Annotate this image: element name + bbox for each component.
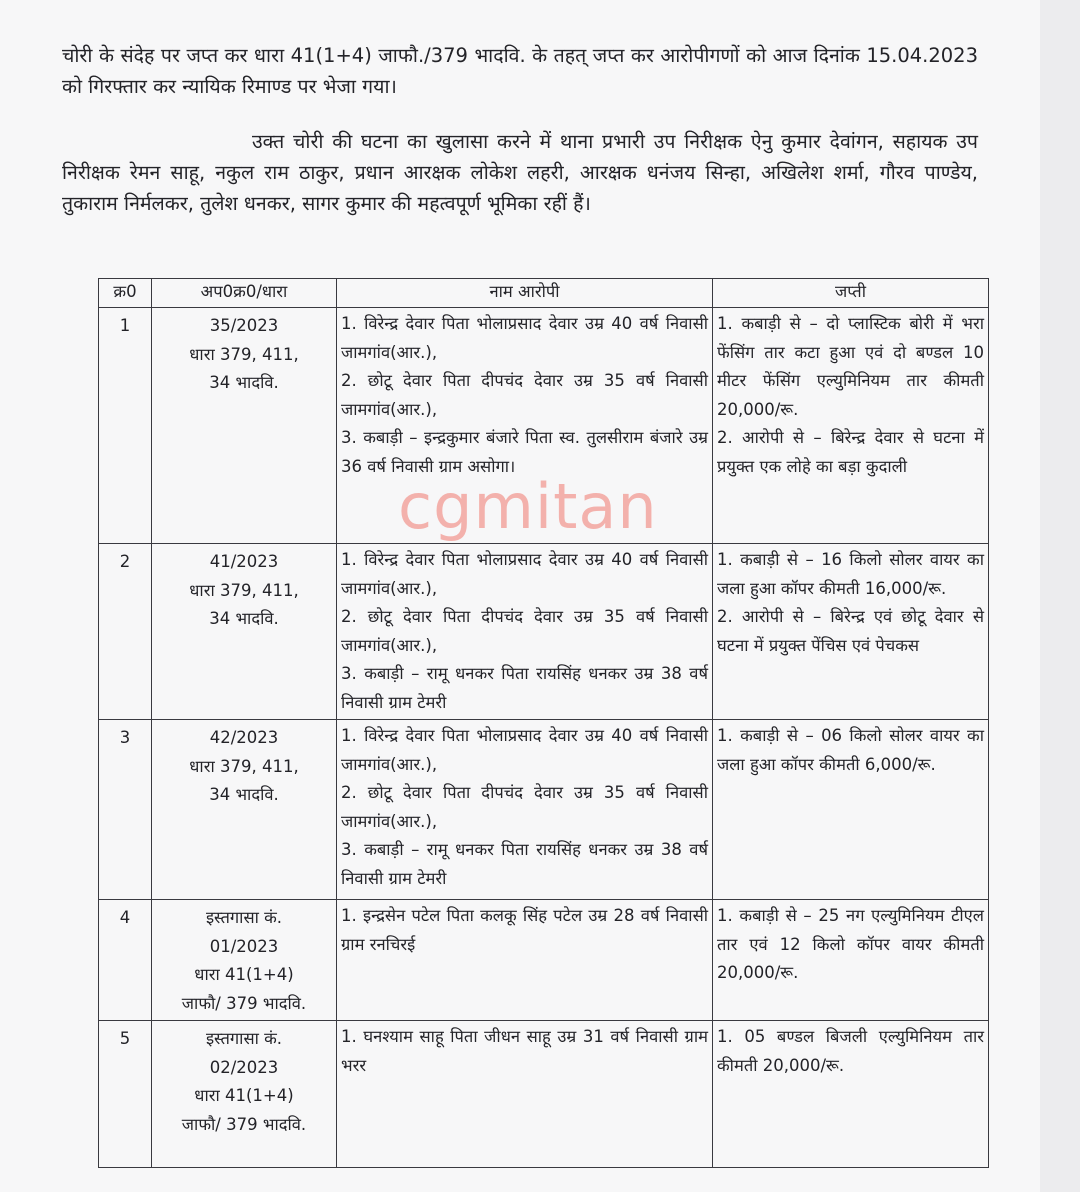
header-case: अप0क्र0/धारा [152,279,337,308]
cases-table [98,278,989,1168]
serial-cell: 1 [99,308,152,544]
case-cell: 35/2023 धारा 379, 411, 34 भादवि. [152,308,337,544]
seized-cell: 1. कबाड़ी से – 25 नग एल्युमिनियम टीएल तार एवं 12 किलो कॉपर वायर कीमती 20,000/रू. [713,900,989,1021]
header-accused: नाम आरोपी [337,279,713,308]
case-cell: इस्तगासा कं. 01/2023 धारा 41(1+4) जाफौ/ 379 भादवि. [152,900,337,1021]
accused-cell: 1. विरेन्द्र देवार पिता भोलाप्रसाद देवार उम्र 40 वर्ष निवासी जामगांव(आर.), 2. छोटू देवार पिता दीपचंद देवार उम्र 35 वर्ष निवासी जामगांव(आर.), 3. कबाड़ी – इन्द्रकुमार बंजारे पिता स्व. तुलसीराम बंजारे उम्र 36 वर्ष निवासी ग्राम असोगा। [337,308,713,544]
accused-cell: 1. इन्द्रसेन पटेल पिता कलकू सिंह पटेल उम्र 28 वर्ष निवासी ग्राम रनचिरई [337,900,713,1021]
seized-cell: 1. 05 बण्डल बिजली एल्युमिनियम तार कीमती 20,000/रू. [713,1021,989,1168]
serial-cell: 5 [99,1021,152,1168]
case-cell: 41/2023 धारा 379, 411, 34 भादवि. [152,544,337,720]
accused-cell: 1. विरेन्द्र देवार पिता भोलाप्रसाद देवार उम्र 40 वर्ष निवासी जामगांव(आर.), 2. छोटू देवार पिता दीपचंद देवार उम्र 35 वर्ष निवासी जामगांव(आर.), 3. कबाड़ी – रामू धनकर पिता रायसिंह धनकर उम्र 38 वर्ष निवासी ग्राम टेमरी [337,544,713,720]
serial-cell: 3 [99,720,152,900]
table-header-row [99,279,989,308]
serial-cell: 2 [99,544,152,720]
table-row [99,1021,989,1168]
case-cell: 42/2023 धारा 379, 411, 34 भादवि. [152,720,337,900]
accused-cell: 1. विरेन्द्र देवार पिता भोलाप्रसाद देवार उम्र 40 वर्ष निवासी जामगांव(आर.), 2. छोटू देवार पिता दीपचंद देवार उम्र 35 वर्ष निवासी जामगांव(आर.), 3. कबाड़ी – रामू धनकर पिता रायसिंह धनकर उम्र 38 वर्ष निवासी ग्राम टेमरी [337,720,713,900]
case-cell: इस्तगासा कं. 02/2023 धारा 41(1+4) जाफौ/ 379 भादवि. [152,1021,337,1168]
header-seized: जप्ती [713,279,989,308]
page-edge [1040,0,1080,1192]
seized-cell: 1. कबाड़ी से – दो प्लास्टिक बोरी में भरा फेंसिंग तार कटा हुआ एवं दो बण्डल 10 मीटर फेंसिंग एल्युमिनियम तार कीमती 20,000/रू. 2. आरोपी से – बिरेन्द्र देवार से घटना में प्रयुक्त एक लोहे का बड़ा कुदाली [713,308,989,544]
seized-cell: 1. कबाड़ी से – 06 किलो सोलर वायर का जला हुआ कॉपर कीमती 6,000/रू. [713,720,989,900]
paragraph-arrest: चोरी के संदेह पर जप्त कर धारा 41(1+4) जाफौ./379 भादवि. के तहत् जप्त कर आरोपीगणों को आज दिनांक 15.04.2023 को गिरफ्तार कर न्यायिक रिमाण्ड पर भेजा गया। [62,44,978,98]
table-row [99,720,989,900]
table-row [99,544,989,720]
serial-cell: 4 [99,900,152,1021]
table-row [99,900,989,1021]
header-serial: क्र0 [99,279,152,308]
seized-cell: 1. कबाड़ी से – 16 किलो सोलर वायर का जला हुआ कॉपर कीमती 16,000/रू. 2. आरोपी से – बिरेन्द्र एवं छोटू देवार से घटना में प्रयुक्त पेंचिस एवं पेचकस [713,544,989,720]
accused-cell: 1. घनश्याम साहू पिता जीधन साहू उम्र 31 वर्ष निवासी ग्राम भरर [337,1021,713,1168]
watermark-text: cgmitan [398,470,658,543]
paragraph-credits: उक्त चोरी की घटना का खुलासा करने में थाना प्रभारी उप निरीक्षक ऐनु कुमार देवांगन, सहायक उप निरीक्षक रेमन साहू, नकुल राम ठाकुर, प्रधान आरक्षक लोकेश लहरी, आरक्षक धनंजय सिन्हा, अखिलेश शर्मा, गौरव पाण्डेय, तुकाराम निर्मलकर, तुलेश धनकर, सागर कुमार की महत्वपूर्ण भूमिका रहीं हैं। [62,130,978,215]
